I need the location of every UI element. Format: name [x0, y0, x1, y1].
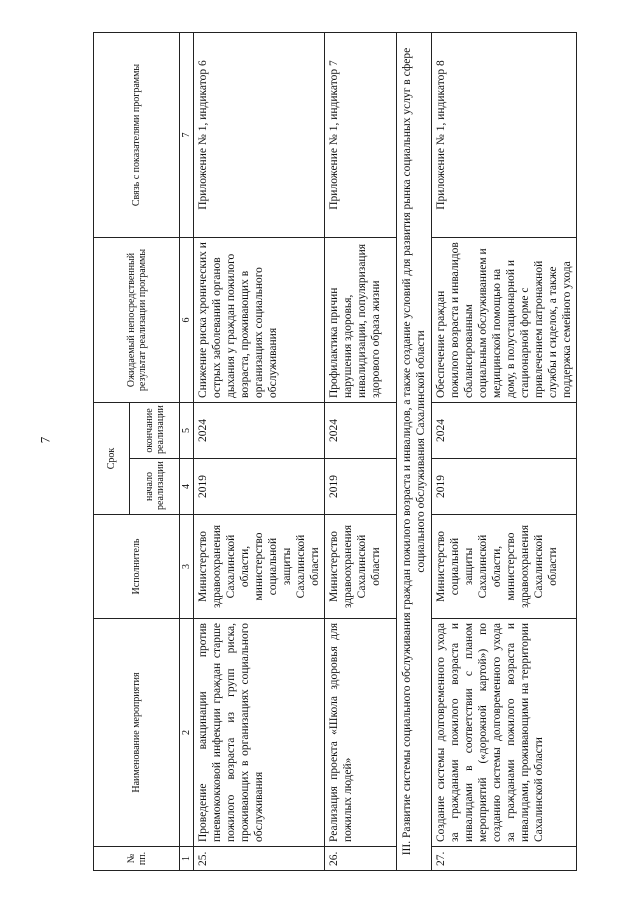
row-link: Приложение № 1, индикатор 6	[194, 33, 325, 238]
row-result: Снижение риска хронических и острых заболеваний органов дыхания у граждан пожилого возраста, проживающих в организациях социального обслуживания	[194, 238, 325, 403]
table-row	[432, 33, 577, 871]
row-end: 2024	[194, 403, 325, 459]
column-number: 6	[180, 238, 194, 403]
section-row	[397, 33, 432, 871]
column-number: 5	[180, 403, 194, 459]
row-start: 2019	[325, 459, 397, 515]
row-end: 2024	[432, 403, 577, 459]
header-end: окончание реализации	[130, 403, 180, 459]
column-number: 4	[180, 459, 194, 515]
row-result: Обеспечение граждан пожилого возраста и инвалидов сбалансированным социальным обслуживанием и медицинской помощью на дому, в полустационарной и стационарной форме с привлечением патронажной службы и сиделок, а также поддержка семейного ухода	[432, 238, 577, 403]
measures-table	[93, 32, 577, 871]
header-num: № пп.	[94, 847, 180, 871]
header-row-1	[94, 33, 130, 871]
row-link: Приложение № 1, индикатор 7	[325, 33, 397, 238]
column-number: 1	[180, 847, 194, 871]
column-number: 3	[180, 515, 194, 619]
header-result: Ожидаемый непосредственный результат реализации программы	[94, 238, 180, 403]
header-link: Связь с показателями программы	[94, 33, 180, 238]
row-link: Приложение № 1, индикатор 8	[432, 33, 577, 238]
column-number: 2	[180, 619, 194, 847]
row-start: 2019	[194, 459, 325, 515]
column-numbers-row	[180, 33, 194, 871]
row-name: Проведение вакцинации против пневмококковой инфекции граждан старше пожилого возраста из групп риска, проживающих в организациях социального обслуживания	[194, 619, 325, 847]
table-row	[325, 33, 397, 871]
header-executor: Исполнитель	[94, 515, 180, 619]
row-num: 26.	[325, 847, 397, 871]
row-num: 27.	[432, 847, 577, 871]
row-start: 2019	[432, 459, 577, 515]
row-result: Профилактика причин нарушения здоровья, инвалидизации, популяризация здорового образа жизни	[325, 238, 397, 403]
row-end: 2024	[325, 403, 397, 459]
column-number: 7	[180, 33, 194, 238]
page-number: 7	[37, 436, 53, 444]
row-executor: Министерство здравоохранения Сахалинской области	[325, 515, 397, 619]
rotated-table-container	[93, 33, 573, 871]
row-executor: Министерство здравоохранения Сахалинской области, министерство социальной защиты Сахалинской области	[194, 515, 325, 619]
row-num: 25.	[194, 847, 325, 871]
row-name: Создание системы долговременного ухода за гражданами пожилого возраста и инвалидами в соответствии с планом мероприятий («дорожной картой») по созданию системы долговременного ухода за гражданами пожилого возраста и инвалидами, проживающими на территории Сахалинской области	[432, 619, 577, 847]
header-start: начало реализации	[130, 459, 180, 515]
header-term: Срок	[94, 403, 130, 515]
header-name: Наименование мероприятия	[94, 619, 180, 847]
table-row	[194, 33, 325, 871]
row-executor: Министерство социальной защиты Сахалинской области, министерство здравоохранения Сахалинской области	[432, 515, 577, 619]
row-name: Реализация проекта «Школа здоровья для пожилых людей»	[325, 619, 397, 847]
section-title: III. Развитие системы социального обслуживания граждан пожилого возраста и инвалидов, а также создание условий для развития рынка социальных услуг в сфере социального обслуживания Сахалинской области	[397, 33, 432, 871]
